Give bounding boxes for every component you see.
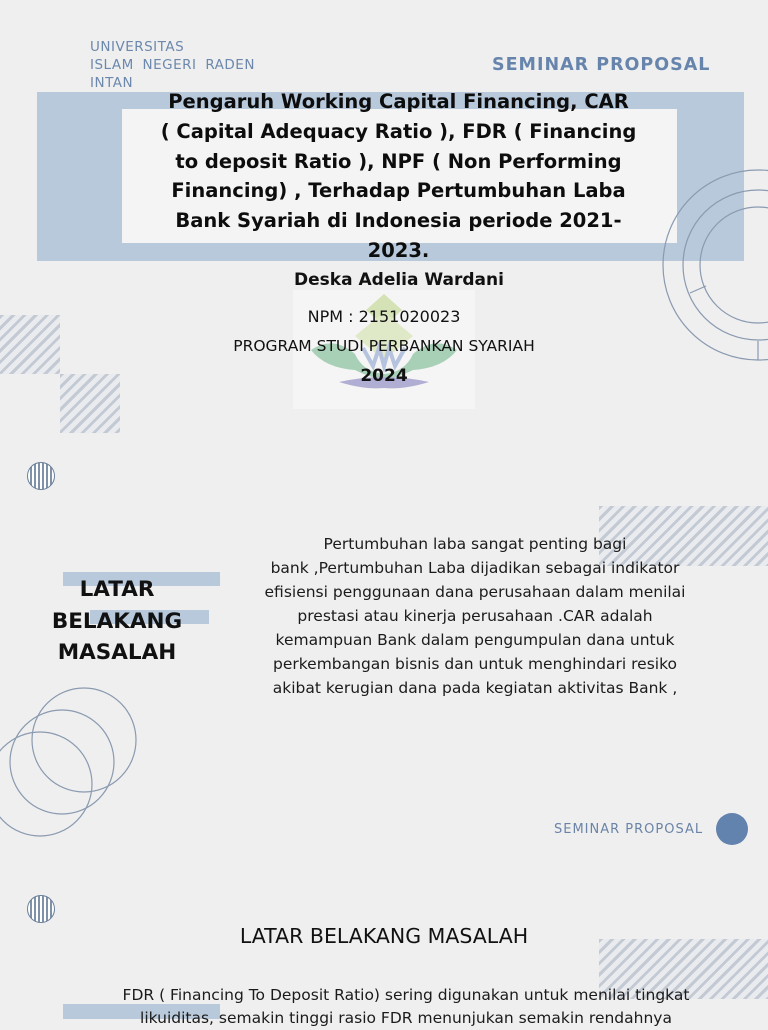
title-line-5: Bank Syariah di Indonesia periode 2021- [175, 209, 622, 233]
university-name [90, 38, 255, 92]
para-line-2: bank ,Pertumbuhan Laba dijadikan sebagai indikator [270, 559, 680, 577]
heading-line-3: MASALAH [57, 640, 177, 665]
presentation-title [128, 87, 669, 266]
blue-dot-icon [716, 813, 748, 845]
para-line-3: efisiensi penggunaan dana perusahaan dalam menilai [264, 583, 686, 601]
para-line-6: perkembangan bisnis dan untuk menghindari resiko [273, 655, 677, 673]
seminar-proposal-label: SEMINAR PROPOSAL [492, 55, 711, 75]
striped-circle-icon [27, 895, 55, 923]
heading-line-1: LATAR [79, 577, 155, 602]
background-paragraph [241, 532, 709, 700]
heading-line-2: BELAKANG [51, 608, 183, 634]
title-line-6: 2023. [367, 238, 430, 262]
title-line-3: to deposit Ratio ), NPF ( Non Performing [175, 149, 622, 173]
title-line-1: Pengaruh Working Capital Financing, CAR [168, 90, 629, 113]
section-heading-2: LATAR BELAKANG MASALAH [239, 924, 529, 948]
student-npm: NPM : 2151020023 [307, 307, 461, 326]
university-line-3: INTAN [90, 75, 134, 91]
title-line-2: ( Capital Adequacy Ratio ), FDR ( Financing [160, 119, 637, 143]
overlapping-circles-icon [0, 685, 140, 840]
para-line-1: Pertumbuhan laba sangat penting bagi [323, 535, 627, 553]
concentric-circles-right-icon [658, 165, 768, 365]
para-line-5: kemampuan Bank dalam pengumpulan dana untuk [275, 631, 675, 649]
university-line-1: UNIVERSITAS [90, 39, 185, 55]
study-program: PROGRAM STUDI PERBANKAN SYARIAH [233, 337, 535, 355]
striped-circle-icon [27, 462, 55, 490]
para-line-7: akibat kerugian dana pada kegiatan aktivitas Bank , [272, 679, 678, 697]
fdr-paragraph [92, 984, 720, 1030]
para2-line-2: likuiditas, semakin tinggi rasio FDR menunjukan semakin rendahnya [140, 1009, 672, 1027]
year: 2024 [360, 366, 408, 386]
seminar-proposal-footer-label: SEMINAR PROPOSAL [554, 822, 704, 837]
section-heading-latar-belakang [38, 574, 196, 669]
title-line-4: Financing) , Terhadap Pertumbuhan Laba [171, 179, 626, 203]
para2-line-1: FDR ( Financing To Deposit Ratio) sering digunakan untuk menilai tingkat [122, 986, 690, 1004]
para-line-4: prestasi atau kinerja perusahaan .CAR adalah [297, 607, 653, 625]
author-name: Deska Adelia Wardani [294, 270, 504, 290]
university-line-2: ISLAM NEGERI RADEN [90, 57, 255, 73]
